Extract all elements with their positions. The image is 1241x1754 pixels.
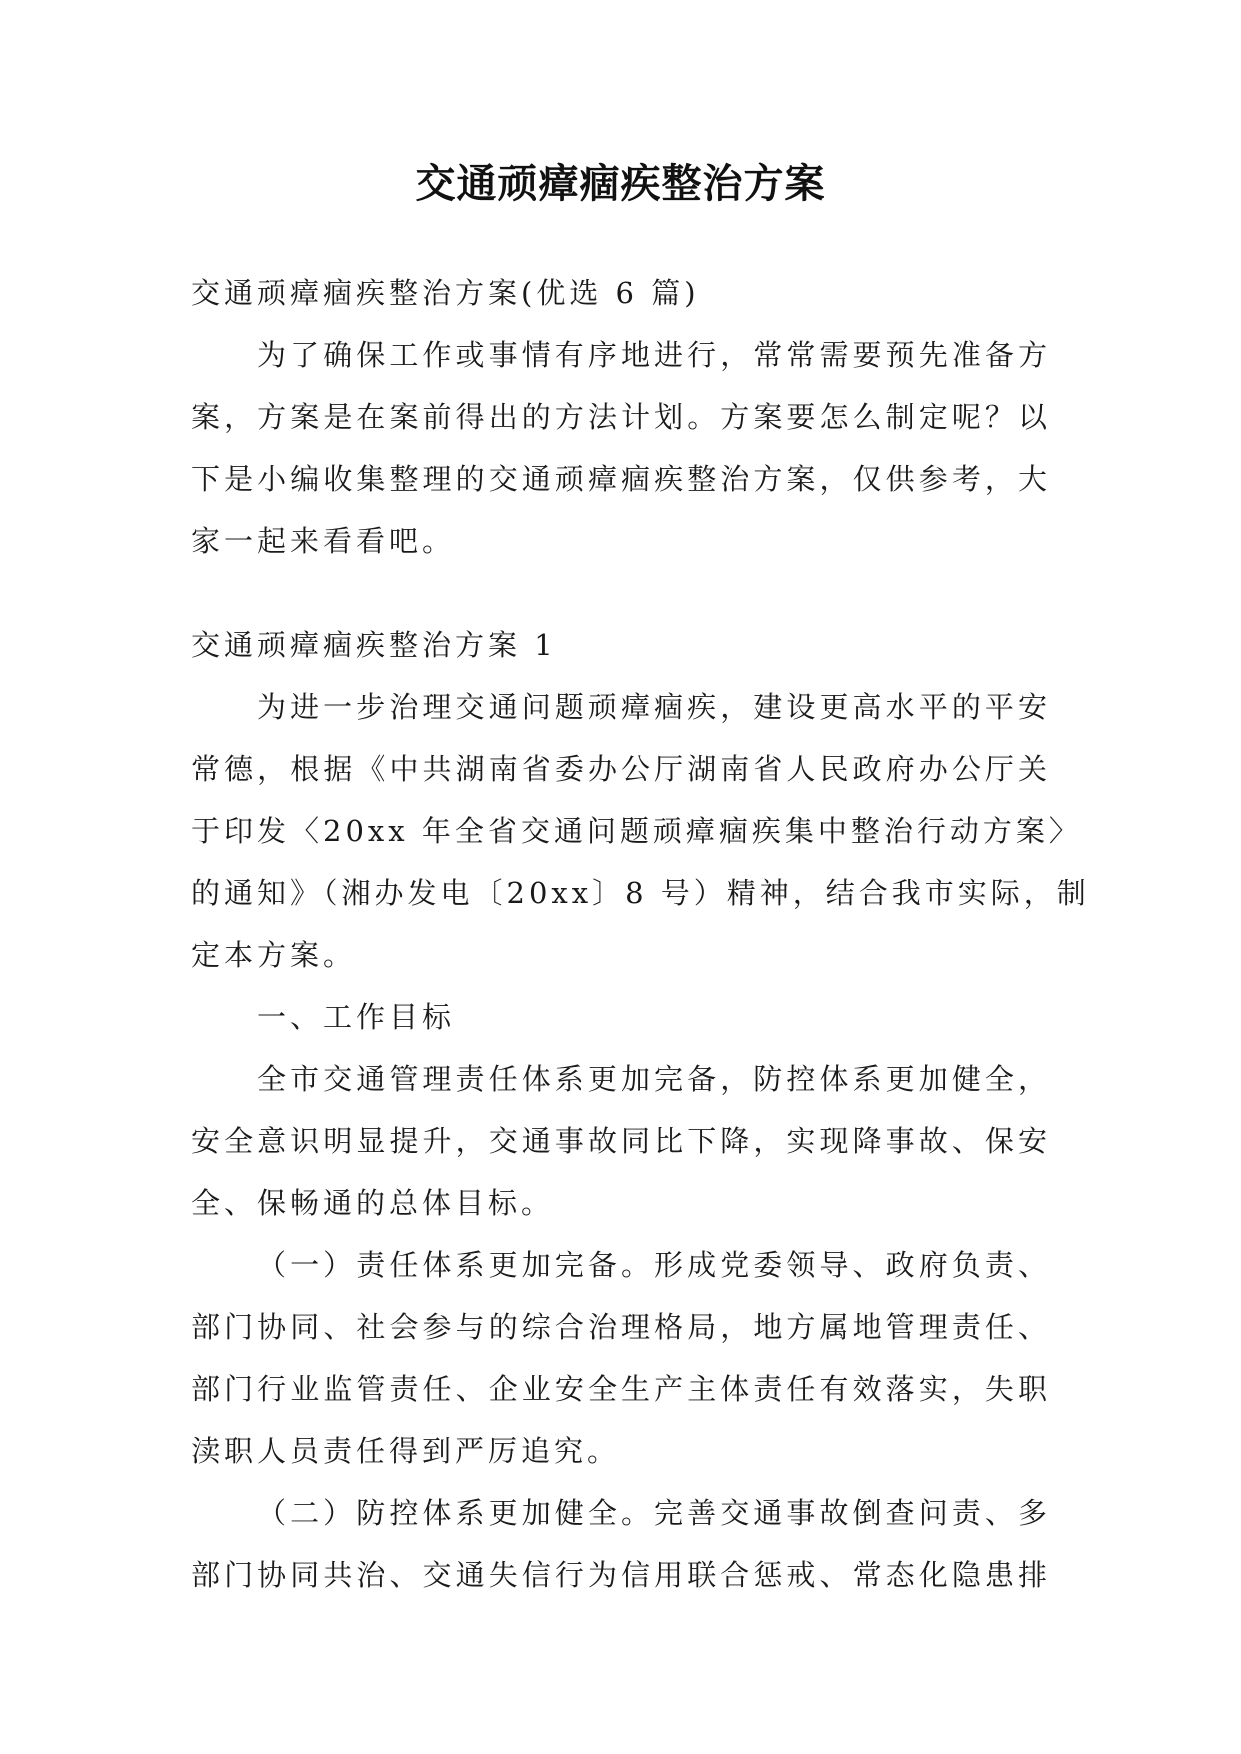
paragraph-line: 安全意识明显提升，交通事故同比下降，实现降事故、保安 — [191, 1124, 1051, 1158]
document-title: 交通顽瘴痼疾整治方案 — [415, 160, 826, 207]
paragraph-line: 部门协同共治、交通失信行为信用联合惩戒、常态化隐患排 — [191, 1558, 1051, 1592]
paragraph-line: 部门行业监管责任、企业安全生产主体责任有效落实，失职 — [191, 1372, 1051, 1406]
document-subtitle: 交通顽瘴痼疾整治方案(优选 6 篇) — [191, 276, 700, 310]
paragraph-line: 常德，根据《中共湖南省委办公厅湖南省人民政府办公厅关 — [191, 752, 1051, 786]
paragraph-line: 全市交通管理责任体系更加完备，防控体系更加健全， — [257, 1062, 1051, 1096]
paragraph-line: 家一起来看看吧。 — [191, 524, 456, 558]
paragraph-line: 案，方案是在案前得出的方法计划。方案要怎么制定呢？以 — [191, 400, 1051, 434]
paragraph-line: 为进一步治理交通问题顽瘴痼疾，建设更高水平的平安 — [257, 690, 1051, 724]
section-heading: 交通顽瘴痼疾整治方案 1 — [191, 628, 557, 662]
paragraph-line: 部门协同、社会参与的综合治理格局，地方属地管理责任、 — [191, 1310, 1051, 1344]
paragraph-line: 渎职人员责任得到严厉追究。 — [191, 1434, 621, 1468]
paragraph-line: （一）责任体系更加完备。形成党委领导、政府负责、 — [257, 1248, 1051, 1282]
paragraph-line: 下是小编收集整理的交通顽瘴痼疾整治方案，仅供参考，大 — [191, 462, 1051, 496]
paragraph-line: 的通知》（湘办发电〔20xx〕8 号）精神，结合我市实际，制 — [191, 876, 1090, 910]
paragraph-line: 定本方案。 — [191, 938, 357, 972]
paragraph-line: 全、保畅通的总体目标。 — [191, 1186, 555, 1220]
paragraph-line: 于印发〈20xx 年全省交通问题顽瘴痼疾集中整治行动方案〉 — [191, 814, 1082, 848]
paragraph-line: 为了确保工作或事情有序地进行，常常需要预先准备方 — [257, 338, 1051, 372]
paragraph-line: （二）防控体系更加健全。完善交通事故倒查问责、多 — [257, 1496, 1051, 1530]
subsection-heading: 一、工作目标 — [257, 1000, 456, 1034]
